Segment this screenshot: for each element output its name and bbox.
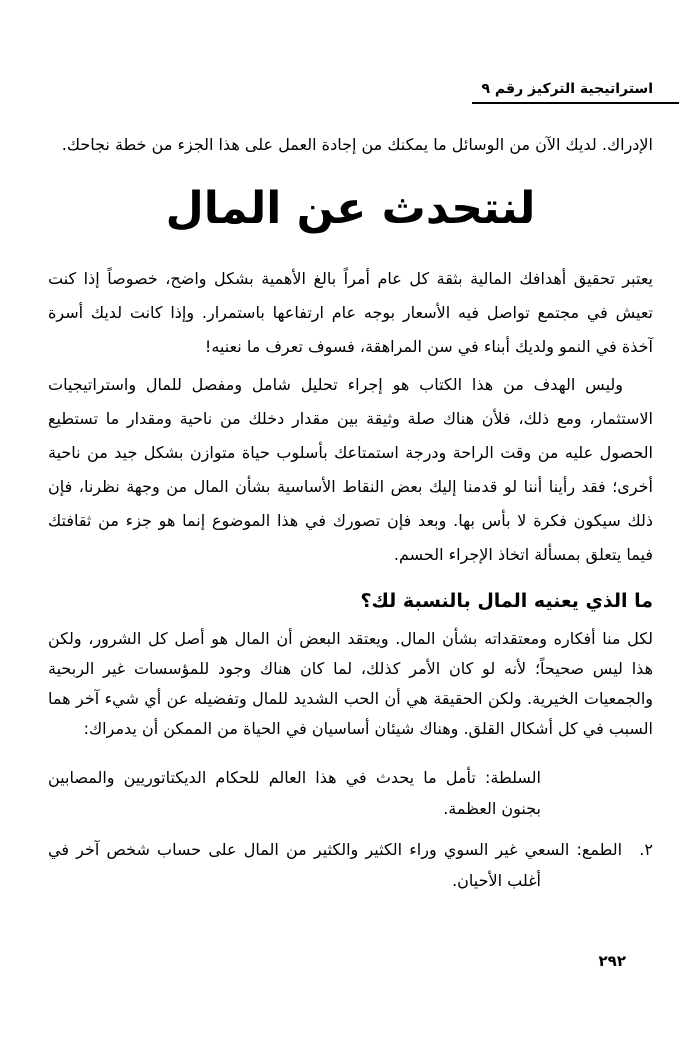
body-paragraph-2: وليس الهدف من هذا الكتاب هو إجراء تحليل شامل ومفصل للمال واستراتيجيات الاستثمار، ومع ذلك، فلأن هناك صلة وثيقة بين مقدار دخلك من ناحية ومقدار ما تستطيع الحصول عليه من وقت الراحة ودرجة استمتاعك بأسلوب حياة متوازن بشكل جيد من ناحية أخرى؛ فقد رأينا أننا لو قدمنا إليك بعض النقاط الأساسية بشأن المال من وجهة نظرنا، فإن ذلك سيكون فكرة لا بأس بها. وبعد فإن تصورك في هذا الموضوع إنما هو جزء من ثقافتك فيما يتعلق بمسألة اتخاذ الإجراء الحسم. xyxy=(48,375,653,565)
list-item xyxy=(48,834,653,896)
page-number: ٢٩٢ xyxy=(598,952,626,970)
section-paragraph: لكل منا أفكاره ومعتقداته بشأن المال. ويعتقد البعض أن المال هو أصل كل الشرور، ولكن هذا ليس صحيحاً؛ لأنه لو كان الأمر كذلك، لما كان هناك وجود للمؤسسات غير الربحية والجمعيات الخيرية. ولكن الحقيقة هي أن الحب الشديد للمال وتفضيله عن أي شيء آخر هما السبب في كل أشكال القلق. وهناك شيئان أساسيان في الحياة من الممكن أن يدمراك: xyxy=(48,629,653,739)
list-item-text: الطمع: السعي غير السوي وراء الكثير والكثير من المال على حساب شخص آخر في أغلب الأحيان. xyxy=(48,840,623,891)
section-heading: ما الذي يعنيه المال بالنسبة لك؟ xyxy=(360,590,653,613)
intro-paragraph: الإدراك. لديك الآن من الوسائل ما يمكنك من إجادة العمل على هذا الجزء من خطة نجاحك. xyxy=(61,135,653,155)
running-header-title: استراتيجية التركيز رقم ٩ xyxy=(472,80,679,104)
page-content xyxy=(48,0,653,906)
chapter-title: لنتحدث عن المال xyxy=(165,183,536,235)
running-header xyxy=(48,80,653,104)
body-paragraph-1: يعتبر تحقيق أهدافك المالية بثقة كل عام أمراً بالغ الأهمية بشكل واضح، خصوصاً إذا كنت تعيش في مجتمع تواصل فيه الأسعار بوجه عام ارتفاعها باستمرار. وإذا كانت لديك أسرة آخذة في النمو ولديك أبناء في سن المراهقة، فسوف تعرف ما نعنيه! xyxy=(48,269,653,357)
list-item-text: السلطة: تأمل ما يحدث في هذا العالم للحكام الديكتاتوريين والمصابين بجنون العظمة. xyxy=(48,768,541,819)
list-item-number: ٢. xyxy=(639,840,653,860)
money-dangers-list xyxy=(48,762,653,896)
list-item xyxy=(48,762,653,824)
